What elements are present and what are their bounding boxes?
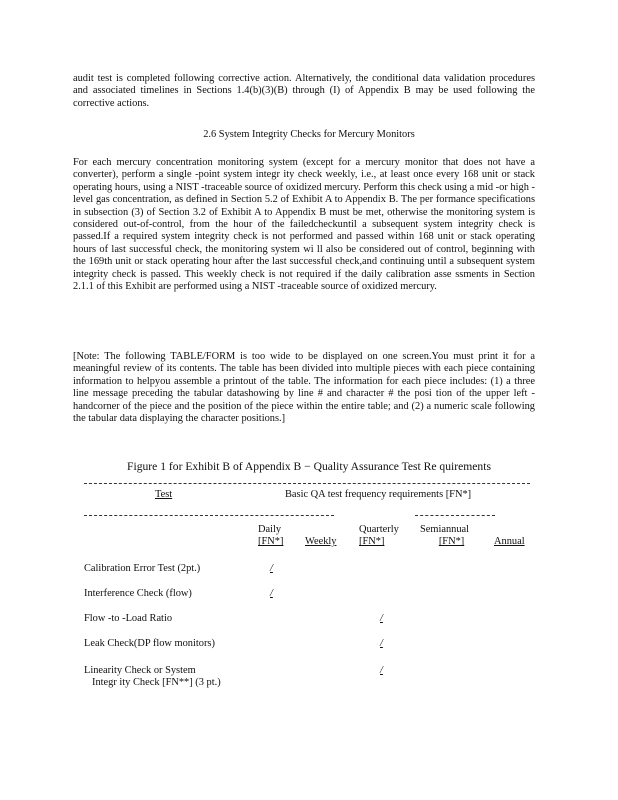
check-mark: / [270, 588, 273, 599]
row-test-name: Calibration Error Test (2pt.) [84, 563, 201, 574]
table-row-flow-to-load [84, 613, 172, 625]
row-test-name: Leak Check(DP flow monitors) [84, 638, 215, 649]
section-heading: 2.6 System Integrity Checks for Mercury Monitors [203, 129, 415, 140]
freq-col-label: Quarterly [359, 524, 399, 535]
check-mark: / [380, 613, 383, 624]
column-header-test: Test [155, 489, 173, 500]
table-row-interference-check [84, 588, 192, 600]
freq-col-weekly [305, 536, 336, 548]
freq-col-daily [258, 524, 283, 549]
paragraph-text: audit test is completed following corrective action. Alternatively, the conditional data validation procedures and associated timelines in Sections 1.4(b)(3)(B) through (I) of Appendix B may be used following the corrective actions. [73, 73, 535, 109]
table-row-linearity-check [84, 665, 221, 690]
freq-col-annual [494, 536, 525, 548]
check-mark: / [380, 638, 383, 649]
row-test-name-continued: Integr ity Check [FN**] (3 pt.) [92, 677, 221, 689]
paragraph-table-note [73, 351, 535, 425]
header-rule-top [84, 483, 530, 484]
header-rule-left [84, 515, 334, 516]
check-mark: / [380, 665, 383, 676]
table-row-leak-check [84, 638, 215, 650]
freq-col-semiannual [420, 524, 469, 549]
freq-col-label: Annual [494, 536, 525, 547]
freq-col-footnote: [FN*] [438, 536, 465, 548]
row-test-name: Linearity Check or System [84, 665, 196, 676]
table-row-calibration-error [84, 563, 200, 575]
row-test-name: Flow -to -Load Ratio [84, 613, 173, 624]
column-header-frequency: Basic QA test frequency requirements [FN*] [285, 489, 472, 500]
freq-col-label: Weekly [305, 536, 337, 547]
figure-title: Figure 1 for Exhibit B of Appendix B − Quality Assurance Test Re quirements [127, 460, 491, 473]
freq-col-label: Semiannual [420, 524, 470, 535]
check-mark: / [270, 563, 273, 574]
freq-col-quarterly [359, 524, 399, 549]
row-test-name: Interference Check (flow) [84, 588, 192, 599]
paragraph-system-integrity [73, 157, 535, 293]
freq-col-label: Daily [258, 524, 282, 535]
freq-col-footnote: [FN*] [359, 536, 385, 548]
paragraph-corrective-action [73, 73, 535, 110]
paragraph-text: For each mercury concentration monitoring system (except for a mercury monitor that does not have a converter), perform a single -point system integr ity check weekly, i.e., at least once every 168 unit or stack operating hours, using a NIST -traceable source of oxidized mercury. Perform this check using a mid -or high - level gas concentration, as defined in Section 5.2 of Exhibit A to Appendix B. The per formance specifications in subsection (3) of Section 3.2 of Exhibit A to Appendix B must be met, otherwise the monitoring system is considered out-of-control, from the hour of the failedcheckuntil a subsequent system integrity check is passed.If a required system integrity check is not performed and passed within 168 unit or stack operating hours of last successful check, the monitoring system wi ll also be considered out of control, beginning with the 169th unit or stack operating hour after the last successful check,and continuing until a subsequent system integrity check is passed. This weekly check is not required if the daily calibration asse ssments in Section 2.1.1 of this Exhibit are performed using a NIST -traceable source of oxidized mercury. [73, 157, 535, 293]
paragraph-text: [Note: The following TABLE/FORM is too wide to be displayed on one screen.You must print it for a meaningful review of its contents. The table has been divided into multiple pieces with each piece containing information to helpyou assemble a printout of the table. The information for each piece includes: (1) a three line message preceding the tabular datashowing by line # and character # the posi tion of the upper left -handcorner of the piece and the position of the piece within the entire table; and (2) a numeric scale following the tabular data displaying the character positions.] [73, 351, 535, 425]
header-rule-right [415, 515, 495, 516]
freq-col-footnote: [FN*] [258, 536, 284, 548]
